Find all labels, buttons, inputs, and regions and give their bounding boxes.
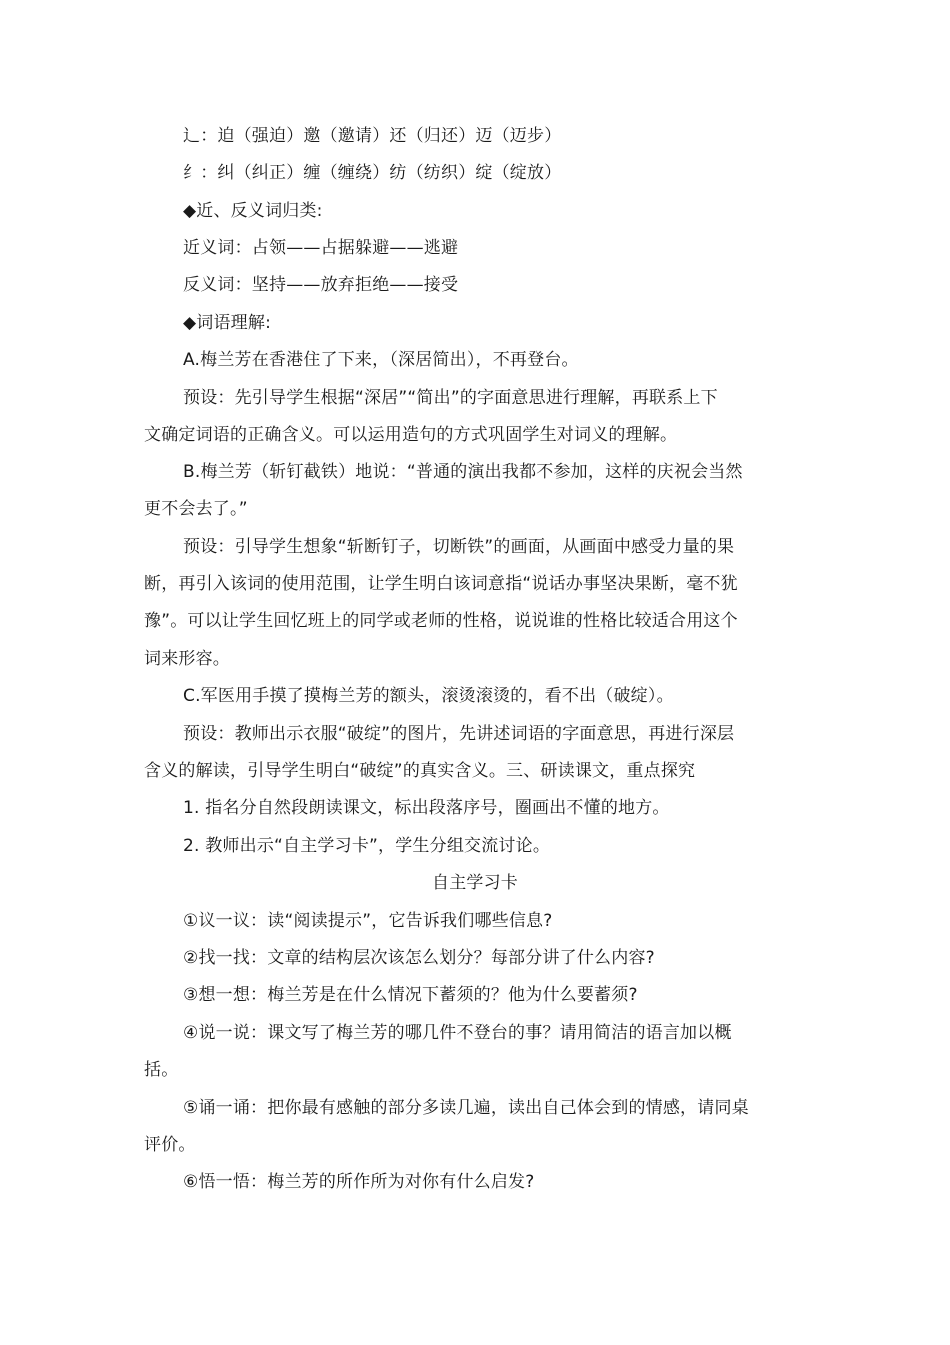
radical-chuo-line: 辶：迫（强迫）邀（邀请）还（归还）迈（迈步） <box>183 126 562 146</box>
item-a-preset-line-2: 文确定词语的正确含义。可以运用造句的方式巩固学生对词义的理解。 <box>144 425 678 445</box>
radical-si-line: 纟：纠（纠正）缠（缠绕）纺（纺织）绽（绽放） <box>183 163 562 183</box>
synonyms-line: 近义词：占领——占据躲避——逃避 <box>183 238 459 258</box>
item-b-preset-line-2: 断，再引入该词的使用范围，让学生明白该词意指“说话办事坚决果断，毫不犹 <box>144 574 738 594</box>
item-c-sentence: C.军医用手摸了摸梅兰芳的额头，滚烫滚烫的，看不出（破绽）。 <box>183 686 674 706</box>
item-b-sentence-line-1: B.梅兰芳（斩钉截铁）地说：“普通的演出我都不参加，这样的庆祝会当然 <box>183 462 743 482</box>
antonyms-line: 反义词：坚持——放弃拒绝——接受 <box>183 275 459 295</box>
card-item-3: ③想一想：梅兰芳是在什么情况下蓄须的？他为什么要蓄须? <box>183 985 638 1005</box>
card-item-4-line-2: 括。 <box>144 1060 179 1080</box>
item-b-preset-line-1: 预设：引导学生想象“斩断钉子，切断铁”的画面，从画面中感受力量的果 <box>183 537 735 557</box>
item-b-preset-line-4: 词来形容。 <box>144 649 230 669</box>
item-c-preset-line-1: 预设：教师出示衣服“破绽”的图片，先讲述词语的字面意思，再进行深层 <box>183 724 735 744</box>
card-item-2: ②找一找：文章的结构层次该怎么划分？每部分讲了什么内容? <box>183 948 655 968</box>
card-item-5-line-2: 评价。 <box>144 1135 196 1155</box>
item-a-sentence: A.梅兰芳在香港住了下来，（深居简出），不再登台。 <box>183 350 579 370</box>
study-card-title: 自主学习卡 <box>432 873 518 893</box>
item-b-preset-line-3: 豫”。可以让学生回忆班上的同学或老师的性格，说说谁的性格比较适合用这个 <box>144 611 738 631</box>
item-a-preset-line-1: 预设：先引导学生根据“深居”“简出”的字面意思进行理解，再联系上下 <box>183 388 718 408</box>
step-1-line: 1. 指名分自然段朗读课文，标出段落序号，圈画出不懂的地方。 <box>183 798 670 818</box>
card-item-1: ①议一议：读“阅读提示”，它告诉我们哪些信息? <box>183 911 553 931</box>
step-2-line: 2. 教师出示“自主学习卡”，学生分组交流讨论。 <box>183 836 551 856</box>
item-b-sentence-line-2: 更不会去了。” <box>144 499 248 519</box>
synonym-antonym-heading: ◆近、反义词归类: <box>183 201 323 221</box>
card-item-6: ⑥悟一悟：梅兰芳的所作所为对你有什么启发? <box>183 1172 535 1192</box>
word-understanding-heading: ◆词语理解: <box>183 313 272 333</box>
card-item-5-line-1: ⑤诵一诵：把你最有感触的部分多读几遍，读出自己体会到的情感，请同桌 <box>183 1098 749 1118</box>
item-c-preset-line-2: 含义的解读，引导学生明白“破绽”的真实含义。三、研读课文，重点探究 <box>144 761 696 781</box>
card-item-4-line-1: ④说一说：课文写了梅兰芳的哪几件不登台的事？请用简洁的语言加以概 <box>183 1023 732 1043</box>
